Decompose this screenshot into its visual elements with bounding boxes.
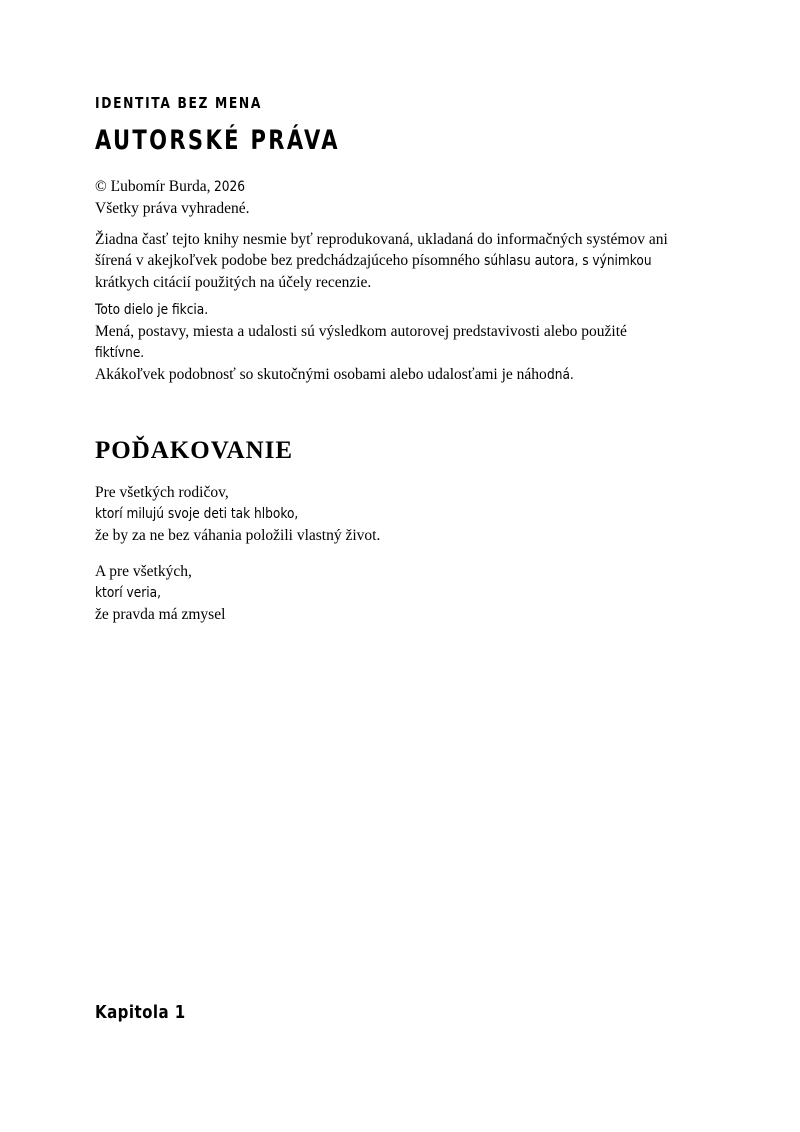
rights-notice-paragraph (95, 229, 683, 293)
dedication-stanza-1 (95, 482, 380, 546)
dedication-line (95, 561, 225, 582)
notice-line (95, 272, 683, 293)
dedication-line (95, 525, 380, 546)
text-run: že pravda má zmysel (95, 606, 226, 623)
dedication-stanza-2 (95, 561, 225, 625)
text-run: Akákoľvek podobnosť so skutočnými osobami alebo udalosťami je náho (95, 366, 547, 383)
fiction-disclaimer-paragraph (95, 299, 627, 386)
text-run: že by za ne bez váhania položili vlastný život. (95, 527, 381, 544)
dedication-line (95, 604, 225, 625)
dedication-line (95, 582, 225, 604)
text-run: A pre všetkých, (95, 563, 192, 580)
text-run: Pre všetkých rodičov, (95, 484, 229, 501)
text-run: súhlasu autora, s výnimkou (483, 253, 652, 269)
acknowledgement-heading: POĎAKOVANIE (95, 437, 294, 464)
text-run: fiktívne. (95, 345, 145, 361)
fiction-line (95, 321, 627, 342)
copyright-line (95, 176, 251, 198)
text-run: 2026 (214, 179, 246, 195)
copyright-line (95, 198, 251, 219)
fiction-line (95, 299, 627, 321)
text-run: ktorí milujú svoje deti tak hlboko, (95, 506, 299, 522)
book-series-header: IDENTITA BEZ MENA (95, 94, 263, 112)
text-run: © Ľubomír Burda, (95, 178, 215, 195)
page-title: AUTORSKÉ PRÁVA (95, 125, 340, 156)
notice-line (95, 229, 683, 250)
text-run: ktorí veria, (95, 585, 161, 601)
dedication-line (95, 503, 380, 525)
text-run: šírená v akejkoľvek podobe bez predchádzajúceho písomného (95, 252, 484, 269)
chapter-heading: Kapitola 1 (95, 1003, 186, 1023)
text-run: krátkych citácií použitých na účely recenzie. (95, 274, 372, 291)
text-run: Všetky práva vyhradené. (95, 200, 250, 217)
fiction-line (95, 342, 627, 364)
dedication-line (95, 482, 380, 503)
copyright-block (95, 176, 251, 219)
text-run: Žiadna časť tejto knihy nesmie byť reprodukovaná, ukladaná do informačných systémov ani (95, 231, 668, 248)
text-run: Mená, postavy, miesta a udalosti sú výsledkom autorovej predstavivosti alebo použité (95, 323, 627, 340)
text-run: Toto dielo je fikcia. (95, 302, 209, 318)
notice-line (95, 250, 683, 272)
text-run: dná. (546, 367, 574, 383)
fiction-line (95, 364, 627, 386)
